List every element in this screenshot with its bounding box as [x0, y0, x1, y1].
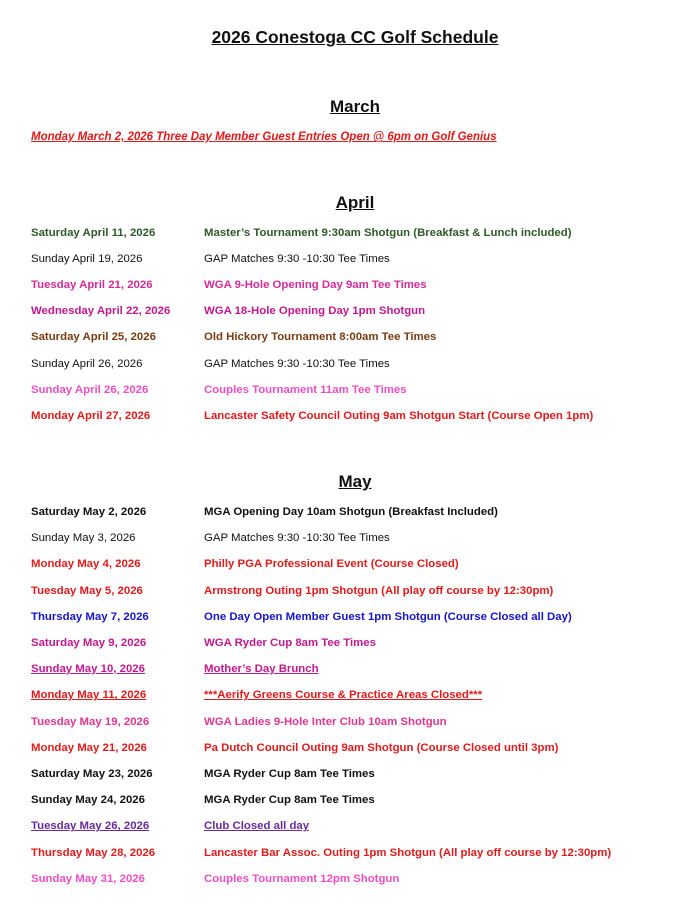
schedule-row [0, 358, 684, 374]
schedule-row [0, 585, 684, 601]
schedule-row [0, 253, 684, 269]
event-description: ***Aerify Greens Course & Practice Areas Closed*** [204, 689, 483, 702]
event-date: Tuesday May 26, 2026 [31, 820, 150, 833]
event-description: GAP Matches 9:30 -10:30 Tee Times [204, 357, 390, 370]
event-description: MGA Ryder Cup 8am Tee Times [204, 768, 375, 780]
event-description: Philly PGA Professional Event (Course Closed) [204, 558, 459, 571]
event-description: Old Hickory Tournament 8:00am Tee Times [204, 331, 437, 344]
event-description: Lancaster Bar Assoc. Outing 1pm Shotgun (All play off course by 12:30pm) [204, 846, 612, 859]
schedule-row [0, 768, 684, 784]
event-date: Wednesday April 22, 2026 [31, 305, 171, 318]
event-description: WGA Ladies 9-Hole Inter Club 10am Shotgun [204, 715, 447, 728]
event-date: Saturday April 11, 2026 [31, 227, 156, 239]
event-date: Saturday May 9, 2026 [31, 637, 147, 649]
event-date: Tuesday April 21, 2026 [31, 279, 153, 292]
event-description: Three Day Member Guest Entries Open @ 6pm on Golf Genius [156, 131, 497, 143]
event-date: Sunday April 26, 2026 [31, 383, 149, 396]
event-date: Monday May 11, 2026 [31, 689, 147, 702]
event-description: WGA 9-Hole Opening Day 9am Tee Times [204, 279, 427, 292]
month-heading-march: March [329, 97, 381, 116]
schedule-row [0, 847, 684, 863]
schedule-row [0, 637, 684, 653]
schedule-row [0, 689, 684, 705]
event-date: Sunday May 3, 2026 [31, 532, 136, 545]
event-description: Lancaster Safety Council Outing 9am Shotgun Start (Course Open 1pm) [204, 409, 594, 422]
page-title: 2026 Conestoga CC Golf Schedule [211, 27, 499, 47]
event-date: Monday May 21, 2026 [31, 741, 147, 754]
event-date: Saturday May 23, 2026 [31, 768, 153, 780]
schedule-row [0, 410, 684, 426]
event-description: Pa Dutch Council Outing 9am Shotgun (Course Closed until 3pm) [204, 741, 559, 754]
event-date: Tuesday May 19, 2026 [31, 715, 150, 728]
event-date: Tuesday May 5, 2026 [31, 584, 143, 597]
event-date: Sunday April 19, 2026 [31, 253, 143, 266]
schedule-row [0, 716, 684, 732]
event-description: GAP Matches 9:30 -10:30 Tee Times [204, 532, 390, 545]
event-description: WGA Ryder Cup 8am Tee Times [204, 637, 376, 649]
event-date: Monday April 27, 2026 [31, 409, 151, 422]
event-date: Thursday May 7, 2026 [31, 610, 149, 623]
event-description: GAP Matches 9:30 -10:30 Tee Times [204, 253, 390, 266]
event-description: Club Closed all day [204, 820, 310, 833]
event-description: WGA 18-Hole Opening Day 1pm Shotgun [204, 305, 426, 318]
schedule-row [0, 506, 684, 522]
event-date: Saturday April 25, 2026 [31, 331, 156, 344]
event-date: Sunday May 24, 2026 [31, 794, 145, 807]
event-description: MGA Opening Day 10am Shotgun (Breakfast Included) [204, 506, 498, 518]
event-description: Couples Tournament 12pm Shotgun [204, 872, 400, 885]
schedule-row [0, 305, 684, 321]
schedule-row [0, 742, 684, 758]
month-heading-april: April [335, 193, 375, 212]
event-description: One Day Open Member Guest 1pm Shotgun (Course Closed all Day) [204, 610, 572, 623]
schedule-row [0, 227, 684, 243]
event-date: Saturday May 2, 2026 [31, 506, 147, 518]
march-event-line [31, 131, 497, 143]
event-date: Sunday May 10, 2026 [31, 663, 145, 676]
event-date: Sunday May 31, 2026 [31, 872, 145, 885]
schedule-row [0, 873, 684, 889]
event-description: Mother’s Day Brunch [204, 663, 319, 676]
event-date: Sunday April 26, 2026 [31, 357, 143, 370]
event-description: Couples Tournament 11am Tee Times [204, 383, 407, 396]
schedule-row [0, 384, 684, 400]
event-description: MGA Ryder Cup 8am Tee Times [204, 794, 375, 807]
event-date: Monday March 2, 2026 [31, 131, 154, 143]
event-date: Monday May 4, 2026 [31, 558, 141, 571]
schedule-row [0, 794, 684, 810]
schedule-row [0, 820, 684, 836]
schedule-row [0, 611, 684, 627]
schedule-row [0, 663, 684, 679]
event-date: Thursday May 28, 2026 [31, 846, 156, 859]
schedule-row [0, 558, 684, 574]
schedule-row [0, 532, 684, 548]
event-description: Master’s Tournament 9:30am Shotgun (Breakfast & Lunch included) [204, 227, 572, 239]
schedule-row [0, 279, 684, 295]
event-description: Armstrong Outing 1pm Shotgun (All play off course by 12:30pm) [204, 584, 554, 597]
month-heading-may: May [338, 472, 372, 491]
schedule-row [0, 331, 684, 347]
